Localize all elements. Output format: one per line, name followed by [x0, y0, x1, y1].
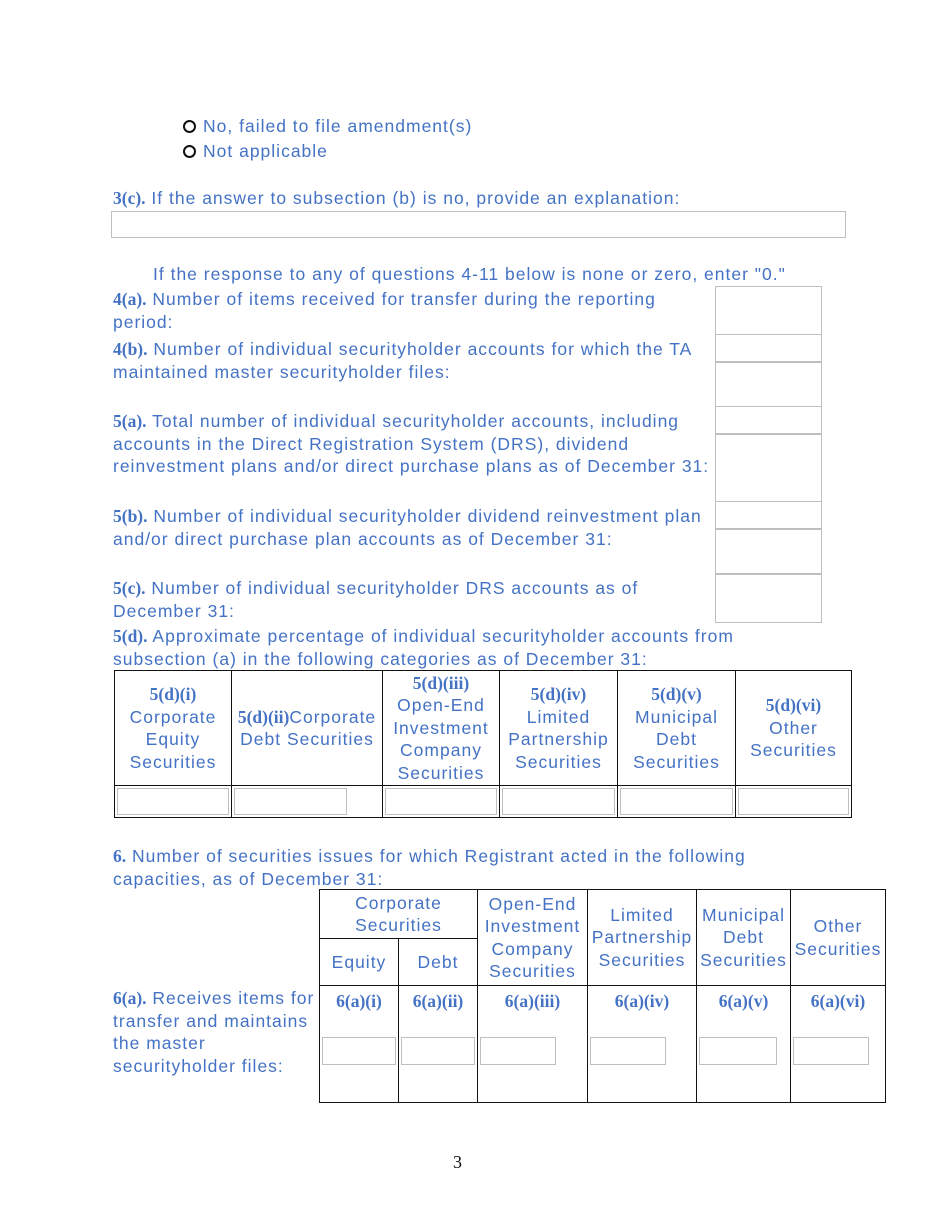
input-4b[interactable] [715, 362, 822, 407]
table-6a-row [320, 986, 886, 1103]
input-6a-ii[interactable] [401, 1037, 475, 1065]
table-5d-header: 5(d)(vi) Other Securities [736, 671, 852, 786]
table-5d-header: 5(d)(ii)Corporate Debt Securities [232, 671, 383, 786]
instruction-text: If the response to any of questions 4-11 below is none or zero, enter "0." [153, 264, 786, 284]
input-6a-v[interactable] [699, 1037, 777, 1065]
table-6 [319, 889, 886, 1103]
input-6a-i[interactable] [322, 1037, 396, 1065]
input-6a-iii[interactable] [480, 1037, 556, 1065]
question-6a: 6(a). Receives items for transfer and maintains the master securityholder files: [113, 988, 315, 1076]
question-5b: 5(b). Number of individual securityholder dividend reinvestment plan and/or direct purchase plan accounts as of December 31: [113, 506, 702, 549]
radio-option-not-applicable[interactable] [183, 140, 328, 163]
table-6-cell: 6(a)(i) [320, 986, 399, 1103]
table-6-cell: 6(a)(ii) [399, 986, 478, 1103]
input-5a[interactable] [715, 434, 822, 502]
input-4a[interactable] [715, 286, 822, 335]
question-3c: 3(c). If the answer to subsection (b) is no, provide an explanation: [113, 188, 681, 208]
table-5d-cell [500, 786, 618, 818]
question-5d: 5(d). Approximate percentage of individual securityholder accounts from subsection (a) in the following categories as of December 31: [113, 626, 734, 669]
input-5d-iii[interactable] [385, 788, 497, 815]
table-5d-header: 5(d)(v) Municipal Debt Securities [618, 671, 736, 786]
table-6-cell: 6(a)(vi) [791, 986, 886, 1103]
table-6-sub-header: Equity [320, 939, 399, 986]
table-5d-cell [383, 786, 500, 818]
input-5b-spacer [715, 502, 822, 529]
radio-button[interactable] [183, 120, 196, 133]
table-6-group-header: Corporate Securities [320, 890, 478, 939]
question-6: 6. Number of securities issues for which Registrant acted in the following capacities, as of December 31: [113, 846, 746, 889]
input-5d-vi[interactable] [738, 788, 849, 815]
table-6-header: Other Securities [791, 890, 886, 986]
radio-option-failed-amendment[interactable] [183, 115, 472, 138]
question-4b: 4(b). Number of individual securityholder accounts for which the TA maintained master securityholder files: [113, 339, 692, 382]
table-5d-header-row [115, 671, 852, 786]
explanation-input-3c[interactable] [111, 211, 846, 238]
input-5d-i[interactable] [117, 788, 229, 815]
table-5d-cell [115, 786, 232, 818]
input-5d-v[interactable] [620, 788, 733, 815]
question-4a: 4(a). Number of items received for transfer during the reporting period: [113, 289, 656, 332]
table-5d-input-row [115, 786, 852, 818]
input-5d-ii[interactable] [234, 788, 347, 815]
input-5a-spacer [715, 407, 822, 434]
question-5a: 5(a). Total number of individual securityholder accounts, including accounts in the Direct Registration System (DRS), dividend reinvestment plans and/or direct purchase plans as of December 31: [113, 411, 710, 476]
table-5d-header: 5(d)(i) Corporate Equity Securities [115, 671, 232, 786]
radio-label: No, failed to file amendment(s) [203, 116, 473, 136]
table-5d-cell [618, 786, 736, 818]
table-5d-header: 5(d)(iii) Open-End Investment Company Securities [383, 671, 500, 786]
page-number: 3 [453, 1152, 462, 1172]
input-4b-spacer [715, 335, 822, 362]
table-6-cell: 6(a)(v) [697, 986, 791, 1103]
input-6a-iv[interactable] [590, 1037, 666, 1065]
table-5d [114, 670, 852, 818]
table-6-header: Limited Partnership Securities [588, 890, 697, 986]
table-6-sub-header: Debt [399, 939, 478, 986]
table-6-cell: 6(a)(iv) [588, 986, 697, 1103]
table-5d-cell [736, 786, 852, 818]
input-5c[interactable] [715, 574, 822, 623]
table-6-header: Municipal Debt Securities [697, 890, 791, 986]
table-6-header: Open-End Investment Company Securities [478, 890, 588, 986]
radio-button[interactable] [183, 145, 196, 158]
input-6a-vi[interactable] [793, 1037, 869, 1065]
input-5b[interactable] [715, 529, 822, 574]
question-5c: 5(c). Number of individual securityholder DRS accounts as of December 31: [113, 578, 639, 621]
table-5d-header: 5(d)(iv) Limited Partnership Securities [500, 671, 618, 786]
radio-label: Not applicable [203, 141, 328, 161]
input-5d-iv[interactable] [502, 788, 615, 815]
table-6-cell: 6(a)(iii) [478, 986, 588, 1103]
table-5d-cell [232, 786, 383, 818]
